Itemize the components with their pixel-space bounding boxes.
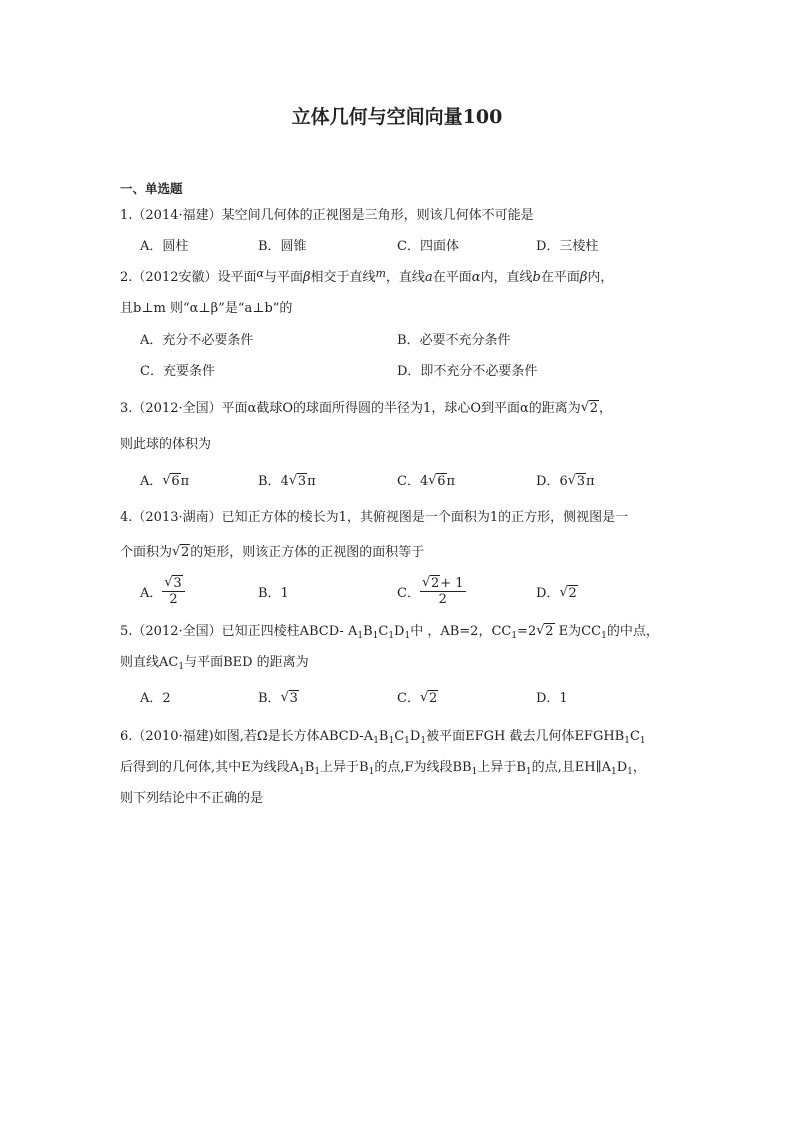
option-label: D． bbox=[536, 474, 560, 489]
question-6-stem bbox=[120, 728, 646, 746]
subscript: 1 bbox=[471, 767, 478, 777]
q6-text: B bbox=[304, 760, 315, 775]
denominator: 2 bbox=[169, 592, 178, 607]
q3-text: 3.（2012·全国）平面α截球O的球面所得圆的半径为1，球心O到平面α的距离为 bbox=[120, 401, 581, 416]
sqrt-symbol bbox=[164, 576, 182, 591]
subscript: 1 bbox=[624, 736, 630, 746]
q3-option-b[interactable] bbox=[258, 473, 316, 491]
q3-option-c[interactable] bbox=[397, 473, 455, 491]
q1-option-a[interactable]: A．圆柱 bbox=[140, 239, 189, 254]
subscript: 1 bbox=[525, 767, 532, 777]
question-5-line2 bbox=[120, 654, 309, 672]
q1-option-b[interactable]: B．圆锥 bbox=[258, 239, 307, 254]
sqrt-symbol bbox=[568, 473, 586, 491]
q2-a: a bbox=[424, 270, 433, 285]
radicand: 6 bbox=[171, 474, 180, 489]
q6-text: 被平面EFGH 截去几何体EFGHB bbox=[426, 729, 625, 744]
radicand: 2 bbox=[589, 401, 599, 416]
subscript: 1 bbox=[611, 767, 617, 777]
subscript: 1 bbox=[388, 631, 395, 641]
option-label: A． bbox=[140, 474, 163, 489]
q2-text: 2.（2012安徽）设平面 bbox=[120, 270, 257, 285]
sqrt-symbol bbox=[536, 623, 554, 641]
q5-text: D bbox=[394, 624, 405, 639]
subscript: 1 bbox=[299, 767, 305, 777]
q4-option-c[interactable] bbox=[397, 578, 466, 610]
question-2-line2: 且b⊥m 则“α⊥β”是“a⊥b”的 bbox=[120, 301, 293, 316]
question-6-line3: 则下列结论中不正确的是 bbox=[120, 791, 264, 806]
q2-alpha: α bbox=[471, 270, 481, 285]
radicand: 3 bbox=[173, 576, 182, 591]
q2-text: 在平面 bbox=[540, 270, 580, 285]
sqrt-symbol bbox=[162, 473, 180, 491]
q6-text: 的点,且EH∥A bbox=[531, 760, 611, 775]
q2-text: 在平面 bbox=[432, 270, 472, 285]
q2-text: 与平面 bbox=[263, 270, 303, 285]
q5-text: 则直线AC bbox=[120, 655, 179, 670]
question-4-line2 bbox=[120, 544, 424, 562]
sqrt-symbol bbox=[281, 690, 299, 708]
plus-one: + 1 bbox=[440, 576, 464, 591]
q6-text: C bbox=[629, 729, 640, 744]
subscript: 1 bbox=[388, 736, 395, 746]
q6-text: 后得到的几何体,其中E为线段A bbox=[120, 760, 300, 775]
q6-text: 6.（2010·福建)如图,若Ω是长方体ABCD-A bbox=[120, 729, 374, 744]
sqrt-symbol bbox=[172, 544, 190, 562]
q6-text: D bbox=[616, 760, 628, 775]
subscript: 1 bbox=[420, 736, 427, 746]
q1-option-d[interactable]: D．三棱柱 bbox=[536, 239, 599, 254]
question-6-line2 bbox=[120, 759, 646, 777]
subscript: 1 bbox=[639, 736, 646, 746]
sqrt-symbol bbox=[289, 473, 307, 491]
q6-text: 上异于B bbox=[320, 760, 369, 775]
q2-option-d[interactable]: D．即不充分不必要条件 bbox=[397, 364, 538, 379]
radicand: 3 bbox=[297, 474, 307, 489]
q2-text: 相交于直线 bbox=[310, 270, 376, 285]
subscript: 1 bbox=[357, 631, 364, 641]
option-label: D． bbox=[536, 586, 560, 601]
q3-comma: ， bbox=[599, 401, 613, 416]
q5-option-a[interactable]: A．2 bbox=[140, 691, 171, 706]
subscript: 1 bbox=[368, 767, 375, 777]
option-label: C． bbox=[397, 691, 420, 706]
denominator: 2 bbox=[438, 592, 447, 607]
q2-text: 内， bbox=[587, 270, 614, 285]
q6-text: ， bbox=[632, 760, 646, 775]
fraction bbox=[162, 576, 184, 607]
option-label: C． bbox=[397, 474, 420, 489]
question-2-stem bbox=[120, 269, 613, 287]
q5-text: 与平面BED 的距离为 bbox=[184, 655, 309, 670]
subscript: 1 bbox=[404, 736, 410, 746]
q2-alpha: α bbox=[256, 267, 264, 280]
q5-text: B bbox=[363, 624, 373, 639]
q6-text: D bbox=[409, 729, 421, 744]
subscript: 1 bbox=[372, 631, 379, 641]
q2-b: b bbox=[532, 270, 541, 285]
q5-text: C bbox=[378, 624, 389, 639]
q2-beta: β bbox=[302, 270, 311, 285]
q5-option-d[interactable]: D．1 bbox=[536, 691, 568, 706]
subscript: 1 bbox=[627, 767, 633, 777]
pi-symbol: π bbox=[586, 474, 595, 489]
q2-option-b[interactable]: B．必要不充分条件 bbox=[397, 333, 511, 348]
radicand: 3 bbox=[576, 474, 585, 489]
q5-text: E为CC bbox=[554, 624, 602, 639]
q2-m: m bbox=[375, 267, 386, 280]
subscript: 1 bbox=[511, 631, 518, 641]
q5-option-b[interactable] bbox=[258, 690, 299, 708]
q5-text: 中 ，AB=2，CC bbox=[410, 624, 512, 639]
radicand: 3 bbox=[289, 691, 298, 706]
coefficient: 6 bbox=[559, 474, 568, 489]
q6-text: C bbox=[394, 729, 405, 744]
pi-symbol: π bbox=[446, 474, 456, 489]
q2-text: ，直线 bbox=[385, 270, 425, 285]
question-1-stem: 1.（2014·福建）某空间几何体的正视图是三角形，则该几何体不可能是 bbox=[120, 208, 534, 223]
radicand: 2 bbox=[545, 624, 554, 639]
q4-option-b[interactable]: B．1 bbox=[258, 586, 289, 601]
subscript: 1 bbox=[178, 662, 185, 672]
radicand: 2 bbox=[428, 691, 438, 706]
sqrt-symbol bbox=[559, 585, 577, 603]
subscript: 1 bbox=[373, 736, 379, 746]
q5-text: 5.（2012·全国）已知正四棱柱ABCD- A bbox=[120, 624, 358, 639]
option-label: A． bbox=[140, 586, 163, 601]
sqrt-symbol bbox=[422, 576, 440, 591]
radicand: 2 bbox=[181, 545, 190, 560]
q2-option-a[interactable]: A．充分不必要条件 bbox=[140, 333, 254, 348]
question-4-stem: 4.（2013·湖南）已知正方体的棱长为1，其俯视图是一个面积为1的正方形，侧视图是一 bbox=[120, 510, 629, 525]
option-label: C． bbox=[397, 586, 420, 601]
q5-text: 的中点， bbox=[606, 624, 659, 639]
q6-text: B bbox=[378, 729, 389, 744]
radicand: 2 bbox=[568, 586, 577, 601]
coefficient: 4 bbox=[419, 474, 429, 489]
q1-option-c[interactable]: C．四面体 bbox=[397, 239, 459, 254]
q2-beta: β bbox=[579, 270, 588, 285]
q5-text: =2 bbox=[517, 624, 537, 639]
coefficient: 4 bbox=[280, 474, 289, 489]
q4-option-a[interactable] bbox=[140, 578, 185, 610]
radicand: 2 bbox=[430, 576, 440, 591]
subscript: 1 bbox=[404, 631, 411, 641]
question-5-stem bbox=[120, 623, 659, 641]
fraction bbox=[420, 576, 466, 607]
option-label: B． bbox=[258, 474, 281, 489]
question-3-line2: 则此球的体积为 bbox=[120, 437, 212, 452]
page-title: 立体几何与空间向量100 bbox=[291, 106, 503, 128]
q2-option-c[interactable]: C．充要条件 bbox=[140, 364, 215, 379]
q6-text: 的点,F为线段BB bbox=[374, 760, 472, 775]
pi-symbol: π bbox=[307, 474, 316, 489]
q5-option-c[interactable] bbox=[397, 690, 438, 708]
sqrt-symbol bbox=[428, 473, 446, 491]
q4-option-d[interactable] bbox=[536, 585, 578, 603]
section-heading: 一、单选题 bbox=[120, 181, 183, 196]
radicand: 6 bbox=[437, 474, 446, 489]
question-3-stem bbox=[120, 400, 612, 418]
q4-text: 个面积为 bbox=[120, 545, 173, 560]
q6-text: 上异于B bbox=[477, 760, 526, 775]
q4-text: 的矩形，则该正方体的正视图的面积等于 bbox=[190, 545, 425, 560]
sqrt-symbol bbox=[581, 400, 599, 418]
subscript: 1 bbox=[601, 631, 607, 641]
option-label: B． bbox=[258, 691, 281, 706]
q3-option-d[interactable] bbox=[536, 473, 595, 491]
pi-symbol: π bbox=[180, 474, 190, 489]
sqrt-symbol bbox=[420, 690, 438, 708]
subscript: 1 bbox=[314, 767, 321, 777]
q2-text: 内，直线 bbox=[480, 270, 533, 285]
q3-option-a[interactable] bbox=[140, 473, 189, 491]
